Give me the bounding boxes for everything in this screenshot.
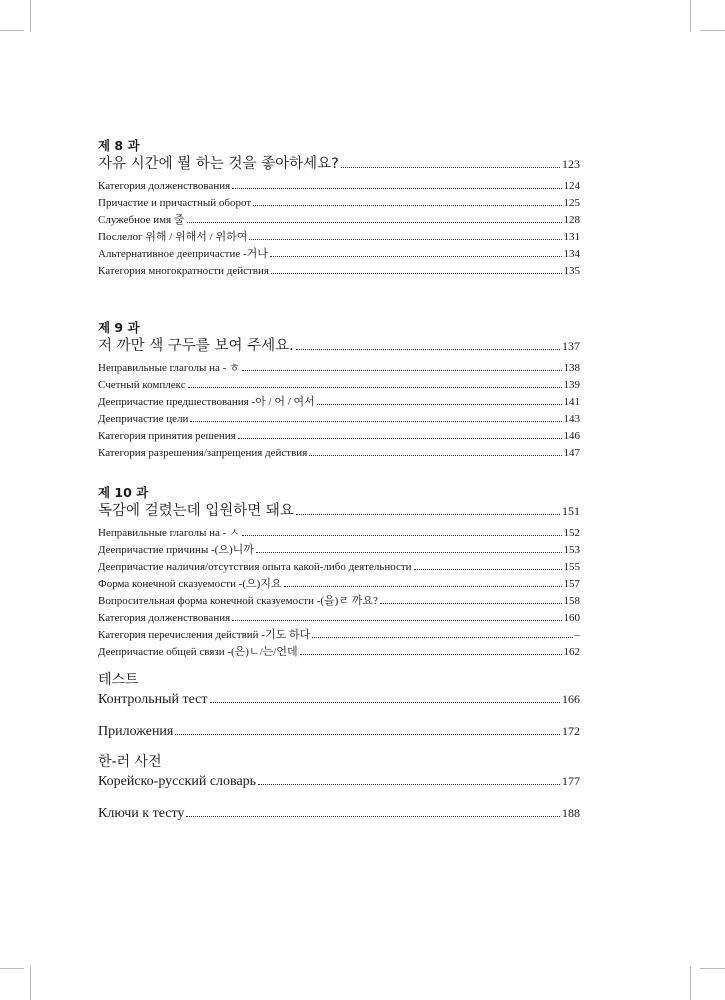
- dot-leader: [242, 370, 562, 371]
- page-number: 155: [563, 561, 580, 573]
- page-number: 162: [563, 646, 580, 658]
- page-number: 158: [563, 595, 580, 607]
- chapter-title-entry[interactable]: [98, 501, 580, 521]
- page-number: 160: [563, 612, 580, 624]
- toc-item-label: Категория принятия решения: [98, 430, 236, 442]
- page-number: 141: [563, 396, 580, 408]
- crop-mark-bottom-left-horizontal: [0, 968, 24, 969]
- dot-leader: [242, 535, 562, 536]
- dot-leader: [175, 734, 560, 735]
- toc-item[interactable]: [98, 246, 580, 263]
- crop-mark-bottom-left-vertical: [30, 966, 31, 1000]
- spacer: [98, 709, 580, 721]
- page-number: 147: [563, 447, 580, 459]
- dot-leader: [341, 167, 560, 168]
- toc-item-label: Послелог 위해 / 위해서 / 위하여: [98, 231, 248, 243]
- toc-item[interactable]: [98, 610, 580, 627]
- toc-major-label: Контрольный тест: [98, 692, 208, 707]
- spacer: [98, 280, 580, 310]
- crop-mark-top-right-horizontal: [700, 30, 725, 31]
- crop-mark-bottom-right-vertical: [690, 966, 691, 1000]
- toc-item[interactable]: [98, 360, 580, 377]
- dot-leader: [190, 421, 561, 422]
- keys-section: [98, 803, 580, 823]
- page-number: 152: [563, 527, 580, 539]
- crop-mark-top-left-horizontal: [0, 30, 24, 31]
- toc-item-label: Категория многократности действия: [98, 265, 269, 277]
- dot-leader: [270, 256, 562, 257]
- toc-major-label: Корейско-русский словарь: [98, 774, 257, 789]
- toc-major-entry[interactable]: [98, 771, 580, 791]
- page-number: 172: [562, 724, 580, 738]
- page-number: 131: [563, 231, 580, 243]
- chapter-8: [98, 138, 580, 280]
- page-number: 143: [563, 413, 580, 425]
- page-number: 157: [563, 578, 580, 590]
- toc-item[interactable]: [98, 178, 580, 195]
- dot-leader: [210, 702, 560, 703]
- chapter-number: 제 9 과: [98, 320, 140, 335]
- toc-item-label: Категория долженствования: [98, 612, 231, 624]
- page-number: 139: [563, 379, 580, 391]
- page-number: 124: [563, 180, 580, 192]
- chapter-title: 자유 시간에 뭘 하는 것을 좋아하세요?: [98, 156, 339, 172]
- dictionary-section: [98, 753, 580, 791]
- chapter-number: 제 8 과: [98, 138, 140, 153]
- page-number: 137: [562, 339, 580, 353]
- chapter-10: [98, 485, 580, 661]
- toc-major-label: Ключи к тесту: [98, 806, 185, 821]
- toc-item[interactable]: [98, 542, 580, 559]
- chapter-9: [98, 320, 580, 462]
- page-number: 135: [563, 265, 580, 277]
- dot-leader: [188, 387, 562, 388]
- page-number: 134: [563, 248, 580, 260]
- page-number: 153: [563, 544, 580, 556]
- toc-item[interactable]: [98, 394, 580, 411]
- dot-leader: [249, 239, 561, 240]
- dot-leader: [186, 816, 560, 817]
- page-number: 177: [562, 774, 580, 788]
- toc-major-entry[interactable]: [98, 803, 580, 823]
- toc-item[interactable]: [98, 195, 580, 212]
- dot-leader: [238, 438, 562, 439]
- toc-item[interactable]: [98, 428, 580, 445]
- crop-mark-top-left-vertical: [30, 0, 31, 32]
- page-number: 125: [563, 197, 580, 209]
- toc-item[interactable]: [98, 644, 580, 661]
- toc-item-label: Альтернативное деепричастие -거나: [98, 248, 268, 260]
- dot-leader: [380, 603, 562, 604]
- toc-item[interactable]: [98, 212, 580, 229]
- chapter-title: 독감에 걸렸는데 입원하면 돼요: [98, 503, 294, 519]
- toc-item[interactable]: [98, 229, 580, 246]
- appendix-section: [98, 721, 580, 741]
- chapter-title-entry[interactable]: [98, 154, 580, 174]
- toc-item[interactable]: [98, 593, 580, 610]
- chapter-title-entry[interactable]: [98, 336, 580, 356]
- toc-item[interactable]: [98, 377, 580, 394]
- dot-leader: [258, 784, 560, 785]
- dot-leader: [300, 654, 562, 655]
- toc-item-label: Причастие и причастный оборот: [98, 197, 252, 209]
- toc-item-label: Неправильные глаголы на - ㅅ: [98, 527, 240, 539]
- chapter-number: 제 10 과: [98, 485, 149, 500]
- toc-item[interactable]: [98, 445, 580, 462]
- section-label: 한-러 사전: [98, 754, 162, 770]
- toc-item-label: Вопросительная форма конечной сказуемости -(을)ㄹ 까요?: [98, 595, 378, 607]
- toc-item-label: Неправильные глаголы на - ㅎ: [98, 362, 240, 374]
- dot-leader: [309, 455, 561, 456]
- toc-item[interactable]: [98, 263, 580, 280]
- dot-leader: [253, 205, 561, 206]
- page-number: 128: [563, 214, 580, 226]
- toc-item-label: Деепричастие наличия/отсутствия опыта какой-либо деятельности: [98, 561, 412, 573]
- dot-leader: [414, 569, 562, 570]
- spacer: [98, 741, 580, 753]
- toc-item[interactable]: [98, 576, 580, 593]
- page-number: –: [574, 629, 580, 641]
- dot-leader: [232, 620, 561, 621]
- toc-item-label: Деепричастие причины -(으)니까: [98, 544, 254, 556]
- toc-item-label: Служебное имя 줄: [98, 214, 185, 226]
- page-number: 138: [563, 362, 580, 374]
- page-number: 123: [562, 157, 580, 171]
- dot-leader: [232, 188, 561, 189]
- table-of-contents: [98, 128, 580, 823]
- toc-item-label: Категория перечисления действий -기도 하다: [98, 629, 311, 641]
- dot-leader: [296, 514, 560, 515]
- dot-leader: [256, 552, 562, 553]
- spacer: [98, 462, 580, 475]
- crop-mark-top-right-vertical: [690, 0, 691, 32]
- toc-item[interactable]: [98, 411, 580, 428]
- toc-item-label: Категория разрешения/запрещения действия: [98, 447, 308, 459]
- chapter-title: 저 까만 색 구두를 보여 주세요.: [98, 338, 294, 354]
- toc-item-label: Счетный комплекс: [98, 379, 186, 391]
- toc-major-label: Приложения: [98, 724, 174, 739]
- toc-item-label: Деепричастие цели: [98, 413, 189, 425]
- crop-mark-bottom-right-horizontal: [700, 968, 725, 969]
- toc-major-entry[interactable]: [98, 721, 580, 741]
- page-number: 146: [563, 430, 580, 442]
- toc-item-label: Форма конечной сказуемости -(으)지요: [98, 578, 282, 590]
- toc-item-label: Категория долженствования: [98, 180, 231, 192]
- dot-leader: [312, 637, 572, 638]
- page-number: 188: [562, 806, 580, 820]
- dot-leader: [296, 349, 560, 350]
- toc-item-label: Деепричастие общей связи -(은)ㄴ/는/언데: [98, 646, 298, 658]
- toc-item[interactable]: [98, 525, 580, 542]
- dot-leader: [271, 273, 562, 274]
- spacer: [98, 661, 580, 671]
- toc-item-label: Деепричастие предшествования -아 / 어 / 여서: [98, 396, 315, 408]
- page-number: 151: [562, 504, 580, 518]
- toc-item[interactable]: [98, 559, 580, 576]
- spacer: [98, 791, 580, 803]
- dot-leader: [317, 404, 562, 405]
- dot-leader: [187, 222, 562, 223]
- dot-leader: [284, 586, 562, 587]
- toc-major-entry[interactable]: [98, 689, 580, 709]
- test-section: [98, 671, 580, 709]
- section-label: 테스트: [98, 672, 139, 688]
- toc-item[interactable]: [98, 627, 580, 644]
- page-number: 166: [562, 692, 580, 706]
